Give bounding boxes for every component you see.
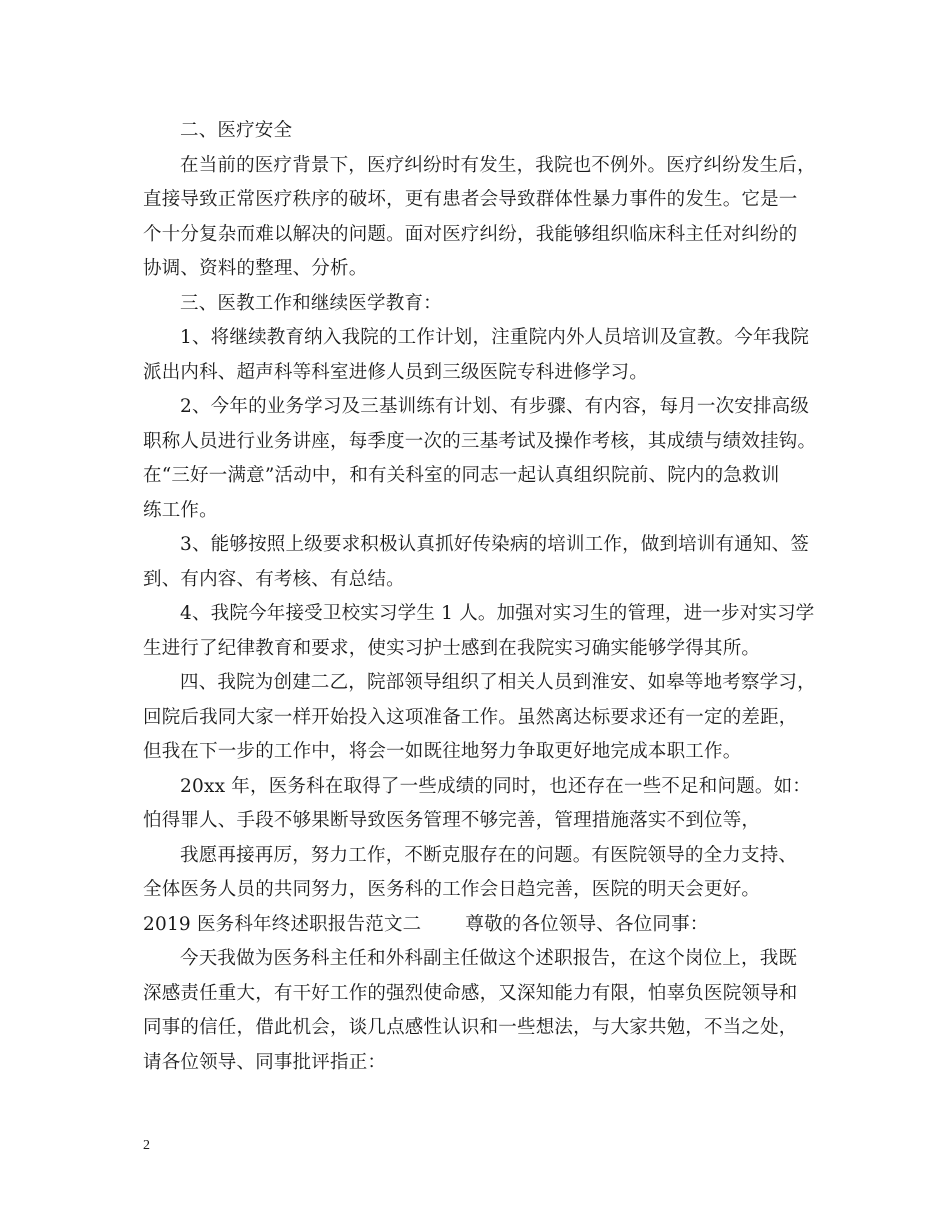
- paragraph-line: 直接导致正常医疗秩序的破坏，更有患者会导致群体性暴力事件的发生。它是一: [143, 189, 798, 210]
- paragraph-line: 派出内科、超声科等科室进修人员到三级医院专科进修学习。: [143, 361, 648, 383]
- section-heading: 二、医疗安全: [180, 120, 293, 141]
- paragraph-line: 协调、资料的整理、分析。: [143, 258, 368, 279]
- paragraph-line: 1、将继续教育纳入我院的工作计划，注重院内外人员培训及宣教。今年我院: [180, 327, 810, 348]
- paragraph-line: 同事的信任，借此机会，谈几点感性认识和一些想法，与大家共勉，不当之处，: [143, 1017, 798, 1038]
- paragraph-line: 20xx 年，医务科在取得了一些成绩的同时，也还存在一些不足和问题。如：: [180, 775, 811, 797]
- document-body: [143, 116, 815, 1082]
- paragraph-line: 怕得罪人、手段不够果断导致医务管理不够完善，管理措施落实不到位等，: [143, 810, 761, 831]
- paragraph-line: 3、能够按照上级要求积极认真抓好传染病的培训工作，做到培训有通知、签: [180, 534, 810, 555]
- salutation: 尊敬的各位领导、各位同事：: [465, 913, 709, 935]
- paragraph-line: 在“三好一满意”活动中，和有关科室的同志一起认真组织院前、院内的急救训: [143, 465, 780, 486]
- paragraph-line: 生进行了纪律教育和要求，使实习护士感到在我院实习确实能够学得其所。: [143, 637, 761, 659]
- paragraph-line: 我愿再接再厉，努力工作，不断克服存在的问题。有医院领导的全力支持、: [180, 844, 798, 866]
- paragraph-line: 今天我做为医务科主任和外科副主任做这个述职报告，在这个岗位上，我既: [180, 948, 798, 969]
- paragraph-line: 职称人员进行业务讲座，每季度一次的三基考试及操作考核，其成绩与绩效挂钩。: [143, 430, 817, 452]
- paragraph-line: 四、我院为创建二乙，院部领导组织了相关人员到淮安、如皋等地考察学习，: [180, 672, 816, 693]
- paragraph-line: 但我在下一步的工作中，将会一如既往地努力争取更好地完成本职工作。: [143, 741, 742, 762]
- paragraph-line: 在当前的医疗背景下，医疗纠纷时有发生，我院也不例外。医疗纠纷发生后，: [180, 154, 816, 176]
- report-title-line: [143, 910, 815, 945]
- paragraph-line: 深感责任重大，有干好工作的强烈使命感，又深知能力有限，怕辜负医院领导和: [143, 982, 798, 1004]
- paragraph-line: 个十分复杂而难以解决的问题。面对医疗纠纷，我能够组织临床科主任对纠纷的: [143, 223, 798, 245]
- paragraph-line: 2、今年的业务学习及三基训练有计划、有步骤、有内容，每月一次安排高级: [180, 396, 810, 417]
- paragraph-line: 4、我院今年接受卫校实习学生 1 人。加强对实习生的管理，进一步对实习学: [180, 603, 815, 624]
- page-number: 2: [143, 1138, 150, 1153]
- paragraph-line: 全体医务人员的共同努力，医务科的工作会日趋完善，医院的明天会更好。: [143, 879, 761, 900]
- paragraph-line: 练工作。: [143, 499, 218, 521]
- paragraph-line: 到、有内容、有考核、有总结。: [143, 568, 405, 590]
- section-heading: 三、医教工作和继续医学教育：: [180, 292, 442, 314]
- report-title: 2019 医务科年终述职报告范文二: [143, 913, 422, 935]
- paragraph-line: 回院后我同大家一样开始投入这项准备工作。虽然离达标要求还有一定的差距，: [143, 706, 798, 728]
- paragraph-line: 请各位领导、同事批评指正：: [143, 1051, 387, 1073]
